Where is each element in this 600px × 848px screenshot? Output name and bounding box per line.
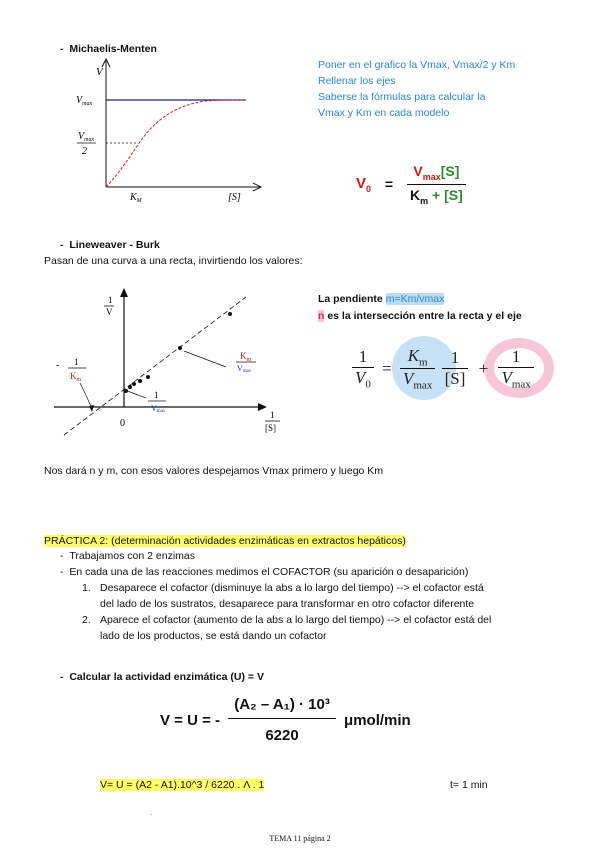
practice-item-1-line-1: Desaparece el cofactor (disminuye la abs a lo largo del tiempo) --> el cofactor está [100, 582, 484, 594]
note-line: Vmax y Km en cada modelo [318, 107, 450, 119]
note-line: Poner en el grafico la Vmax, Vmax/2 y Km [318, 59, 516, 71]
practice-title: PRÁCTICA 2: (determinación actividades enzimáticas en extractos hepáticos) [44, 535, 406, 547]
lb-origin: 0 [120, 418, 125, 429]
lb-eq-inv-s: $\frac{1}{[S]}$ [442, 348, 469, 389]
lb-line [64, 297, 246, 435]
eq-denominator: $K_m + [S]$ [410, 186, 463, 206]
bullet-dash: - [60, 239, 64, 251]
formula-fraction [228, 696, 336, 744]
lb-conclusion: Nos dará n y m, con esos valores despejamos Vmax primero y luego Km [44, 465, 384, 477]
lb-neg-num: 1 [74, 357, 79, 367]
practice-item-1-num: 1. [82, 582, 91, 594]
lb-eq-km-vmax: $\frac{K_m}{V_{max}}$ [400, 346, 435, 392]
lb-x-arrow [258, 403, 267, 411]
lb-slope-text: La pendiente m=Km/vmax [318, 293, 445, 305]
lb-y-num: 1 [108, 295, 113, 305]
lb-slope-pointer [184, 351, 226, 367]
activity-formula [160, 696, 411, 744]
mm-heading: Michaelis-Menten [69, 43, 157, 55]
lb-heading-row [60, 238, 160, 252]
data-point [132, 382, 136, 386]
lb-x-den: [S] [265, 423, 276, 433]
practice-bullet-3: - Calcular la actividad enzimática (U) = V [60, 671, 264, 683]
practice-bullet-2: - En cada una de las reacciones medimos el COFACTOR (su aparición o desaparición) [60, 566, 469, 578]
data-point [228, 312, 232, 316]
slope-highlight: m=Km/vmax [385, 293, 445, 305]
formula-denominator: 6220 [265, 727, 299, 744]
data-point [178, 346, 182, 350]
page-footer: TEMA 11 página 2 [269, 834, 331, 843]
stray-dot: . [150, 808, 153, 817]
lb-slope-num: $K_m$ [240, 351, 252, 363]
lb-neg-den: $K_m$ [70, 371, 82, 383]
mm-notes [318, 57, 515, 121]
lb-neg-pointer-head [89, 405, 94, 412]
lb-equation: $\frac{1}{V_0}$ = $\frac{K_m}{V_{max}}$ $\frac{1}{[S]}$ + $\frac{1}{V_{max}}$ [352, 346, 534, 392]
data-point [128, 385, 132, 389]
mm-km-label: $K_M$ [130, 192, 142, 204]
typed-formula: V= U = (A2 - A1).10^3 / 6220 . Λ . 1 [100, 779, 265, 791]
practice-item-2-line-1: Aparece el cofactor (aumento de la abs a lo largo del tiempo) --> el cofactor está del [100, 614, 492, 626]
data-point [124, 389, 128, 393]
mm-heading-row [60, 42, 157, 56]
lb-heading: Lineweaver - Burk [69, 239, 160, 251]
data-point [138, 379, 142, 383]
mm-s-label: [S] [228, 192, 241, 203]
eq-numerator: $V_{max}[S]$ [407, 163, 466, 185]
formula-lhs: V = U = - [160, 711, 221, 729]
data-point [146, 375, 150, 379]
lb-slope-den: Vmax [237, 364, 252, 374]
practice-bullet-1: - Trabajamos con 2 enzimas [60, 550, 196, 562]
lb-neg-pointer [80, 383, 92, 409]
lb-y-den: V [106, 307, 113, 317]
mm-y-label: V [96, 66, 103, 78]
lb-intro: Pasan de una curva a una recta, invirtiendo los valores: [44, 255, 303, 267]
bullet-dash: - [60, 43, 64, 55]
note-line: Saberse la fórmulas para calcular la [318, 91, 486, 103]
practice-item-2-line-2: lado de los productos, se está dando un cofactor [100, 630, 327, 642]
formula-unit: μmol/min [344, 711, 411, 729]
mm-vmax-half-num: $V_{max}$ [78, 131, 95, 143]
michaelis-menten-graph [70, 55, 265, 205]
note-line: Rellenar los ejes [318, 75, 396, 87]
eq-fraction [407, 163, 466, 206]
lb-y-arrow [120, 288, 128, 297]
lb-eq-inv-vmax: $\frac{1}{V_{max}}$ [498, 347, 533, 390]
practice-item-2-num: 2. [82, 614, 91, 626]
practice-item-1-line-2: del lado de los sustratos, desaparece para transformar en otro cofactor diferente [100, 598, 475, 610]
eq-equals: = [384, 176, 394, 193]
mm-vmax-half-den: 2 [82, 146, 87, 157]
lb-eq-lhs: $\frac{1}{V_0}$ [352, 347, 374, 390]
mm-vmax-label: $V_{max}$ [76, 95, 93, 107]
mm-equation [356, 163, 466, 206]
lb-int-num: 1 [154, 390, 159, 400]
lineweaver-burk-graph [50, 285, 285, 445]
time-note: t= 1 min [450, 779, 488, 791]
lb-neg-sign: - [56, 360, 60, 371]
eq-lhs: $V_0$ [356, 174, 372, 194]
lb-int-pointer [128, 391, 146, 398]
lb-int-den: Vmax [151, 404, 166, 414]
lb-x-num: 1 [270, 410, 275, 420]
formula-numerator: (A₂ – A₁) · 10³ [228, 696, 336, 719]
lb-intercept-text: n es la intersección entre la recta y el eje [318, 310, 522, 322]
intercept-highlight: n [318, 310, 325, 322]
mm-curve [106, 100, 246, 187]
